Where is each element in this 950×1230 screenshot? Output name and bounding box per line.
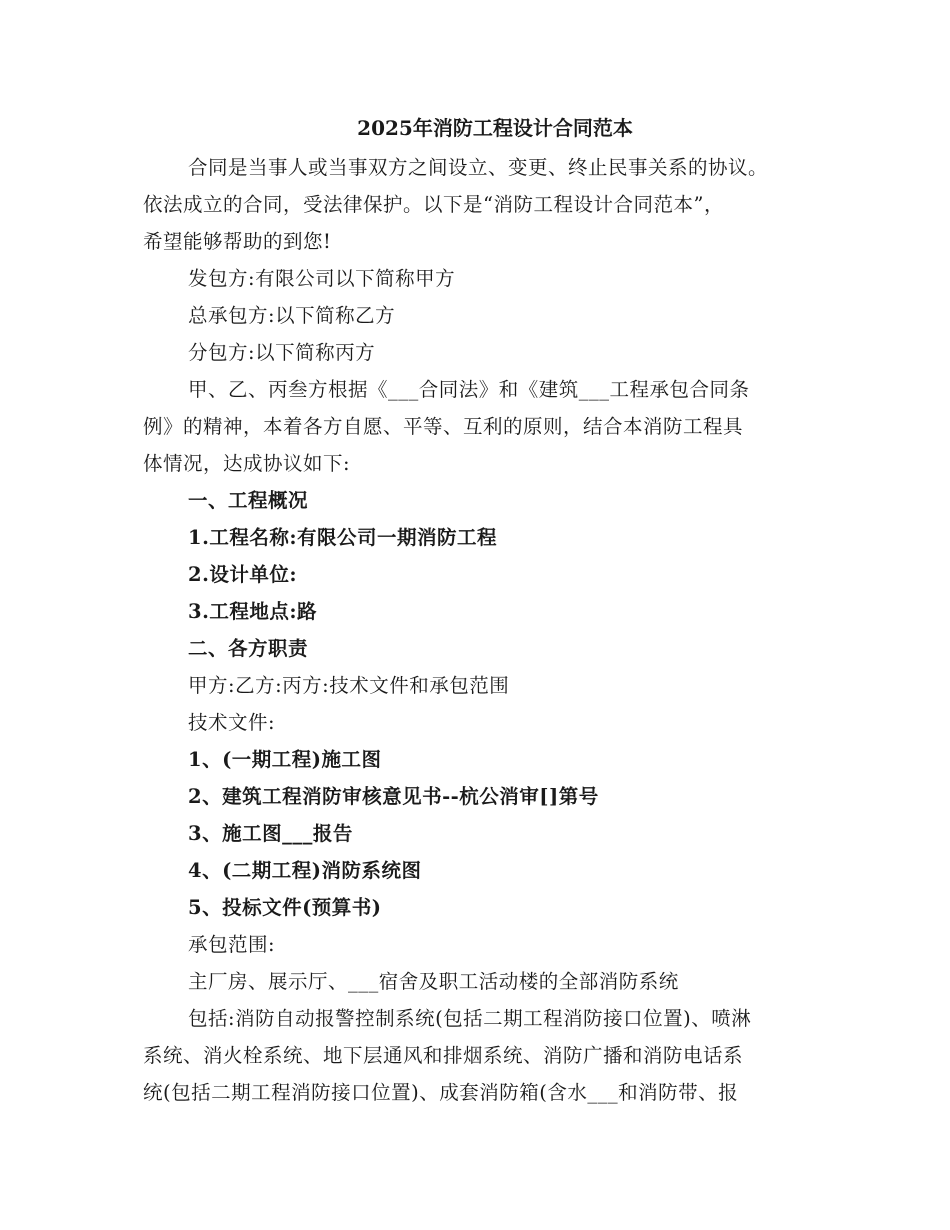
- body-line: 统(包括二期工程消防接口位置)、成套消防箱(含水___和消防带、报: [143, 1081, 739, 1104]
- body-line: 技术文件:: [188, 711, 276, 734]
- body-line: 系统、消火栓系统、地下层通风和排烟系统、消防广播和消防电话系: [143, 1044, 744, 1067]
- body-line: 体情况，达成协议如下:: [143, 452, 351, 475]
- body-line: 希望能够帮助的到您!: [143, 230, 332, 253]
- body-line: 包括:消防自动报警控制系统(包括二期工程消防接口位置)、喷淋: [188, 1007, 752, 1030]
- list-item: 4、(二期工程)消防系统图: [188, 859, 422, 882]
- body-line: 3.工程地点:路: [188, 600, 318, 623]
- section-heading: 一、工程概况: [188, 489, 309, 512]
- body-line: 总承包方:以下简称乙方: [188, 304, 396, 327]
- section-heading: 二、各方职责: [188, 637, 309, 660]
- document-title: 2025年消防工程设计合同范本: [357, 116, 633, 140]
- list-item: 3、施工图___报告: [188, 822, 353, 845]
- body-line: 发包方:有限公司以下简称甲方: [188, 267, 456, 290]
- body-line: 主厂房、展示厅、___宿舍及职工活动楼的全部消防系统: [188, 970, 679, 993]
- list-item: 2、建筑工程消防审核意见书--杭公消审[]第号: [188, 785, 599, 808]
- list-item: 1、(一期工程)施工图: [188, 748, 382, 771]
- body-line: 依法成立的合同，受法律保护。以下是“消防工程设计合同范本”，: [143, 193, 724, 216]
- document-body: [143, 149, 808, 1111]
- body-line: 例》的精神，本着各方自愿、平等、互利的原则，结合本消防工程具: [143, 415, 744, 438]
- body-line: 甲、乙、丙叁方根据《___合同法》和《建筑___工程承包合同条: [188, 378, 750, 401]
- body-line: 2.设计单位:: [188, 563, 298, 586]
- body-line: 合同是当事人或当事双方之间设立、变更、终止民事关系的协议。: [188, 156, 769, 179]
- body-line: 承包范围:: [188, 933, 276, 956]
- body-line: 1.工程名称:有限公司一期消防工程: [188, 526, 498, 549]
- list-item: 5、投标文件(预算书): [188, 896, 382, 919]
- body-line: 甲方:乙方:丙方:技术文件和承包范围: [188, 674, 510, 697]
- body-line: 分包方:以下简称丙方: [188, 341, 376, 364]
